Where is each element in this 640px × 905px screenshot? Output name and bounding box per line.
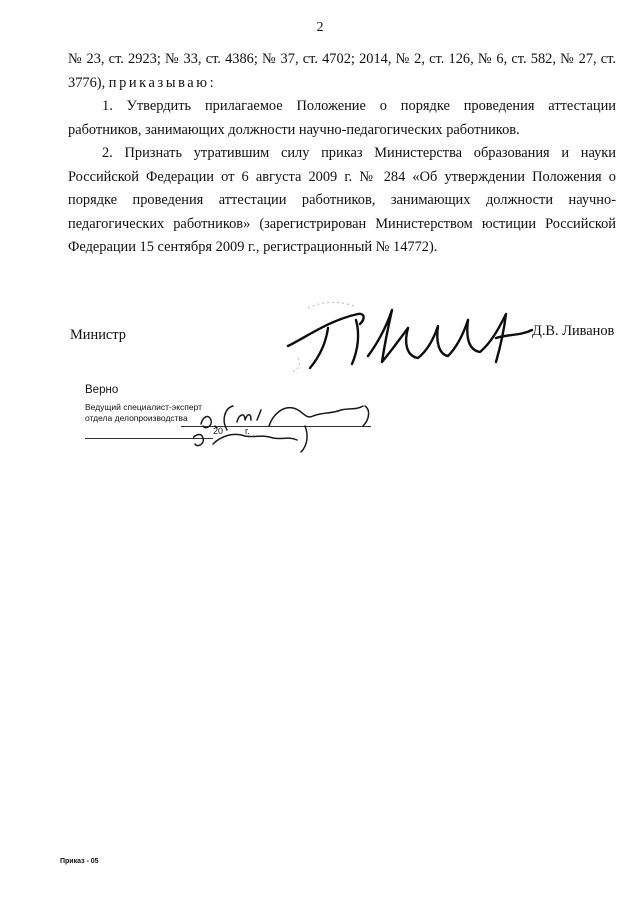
certification-year-prefix: 20 <box>213 426 224 436</box>
item-1: 1. Утвердить прилагаемое Положение о порядке проведения аттестации работников, занимающих должности научно-педагогических работников. <box>68 98 616 138</box>
certifier-position-line1: Ведущий специалист-эксперт <box>85 402 203 412</box>
body-paragraph-continuation <box>68 48 616 95</box>
certifier-position-line2: отдела делопроизводства <box>85 413 188 423</box>
handwritten-signature-icon <box>193 396 393 454</box>
certification-date-suffix: г. <box>245 426 250 436</box>
certification-heading: Верно <box>85 384 119 396</box>
item-2: 2. Признать утратившим силу приказ Министерства образования и науки Российской Федерации от 6 августа 2009 г. № 284 «Об утверждении Положения о порядке проведения аттестации работников, занимающих должности научно-педагогических работников» (зарегистрирован Министерством юстиции Российской Федерации 15 сентября 2009 г., регистрационный № 14772). <box>68 145 616 255</box>
document-body <box>68 48 616 260</box>
page-number: 2 <box>316 20 324 35</box>
signatory-name: Д.В. Ливанов <box>532 323 615 339</box>
signature-icon <box>268 298 546 374</box>
signatory-title: Министр <box>70 327 126 343</box>
certification-block <box>85 384 405 454</box>
continuation-text: № 23, ст. 2923; № 33, ст. 4386; № 37, ст. 4702; 2014, № 2, ст. 126, № 6, ст. 582, № 27, ст. 3776), <box>68 51 616 91</box>
footer-label: Приказ - 05 <box>60 858 99 865</box>
order-word: приказываю: <box>108 74 217 91</box>
